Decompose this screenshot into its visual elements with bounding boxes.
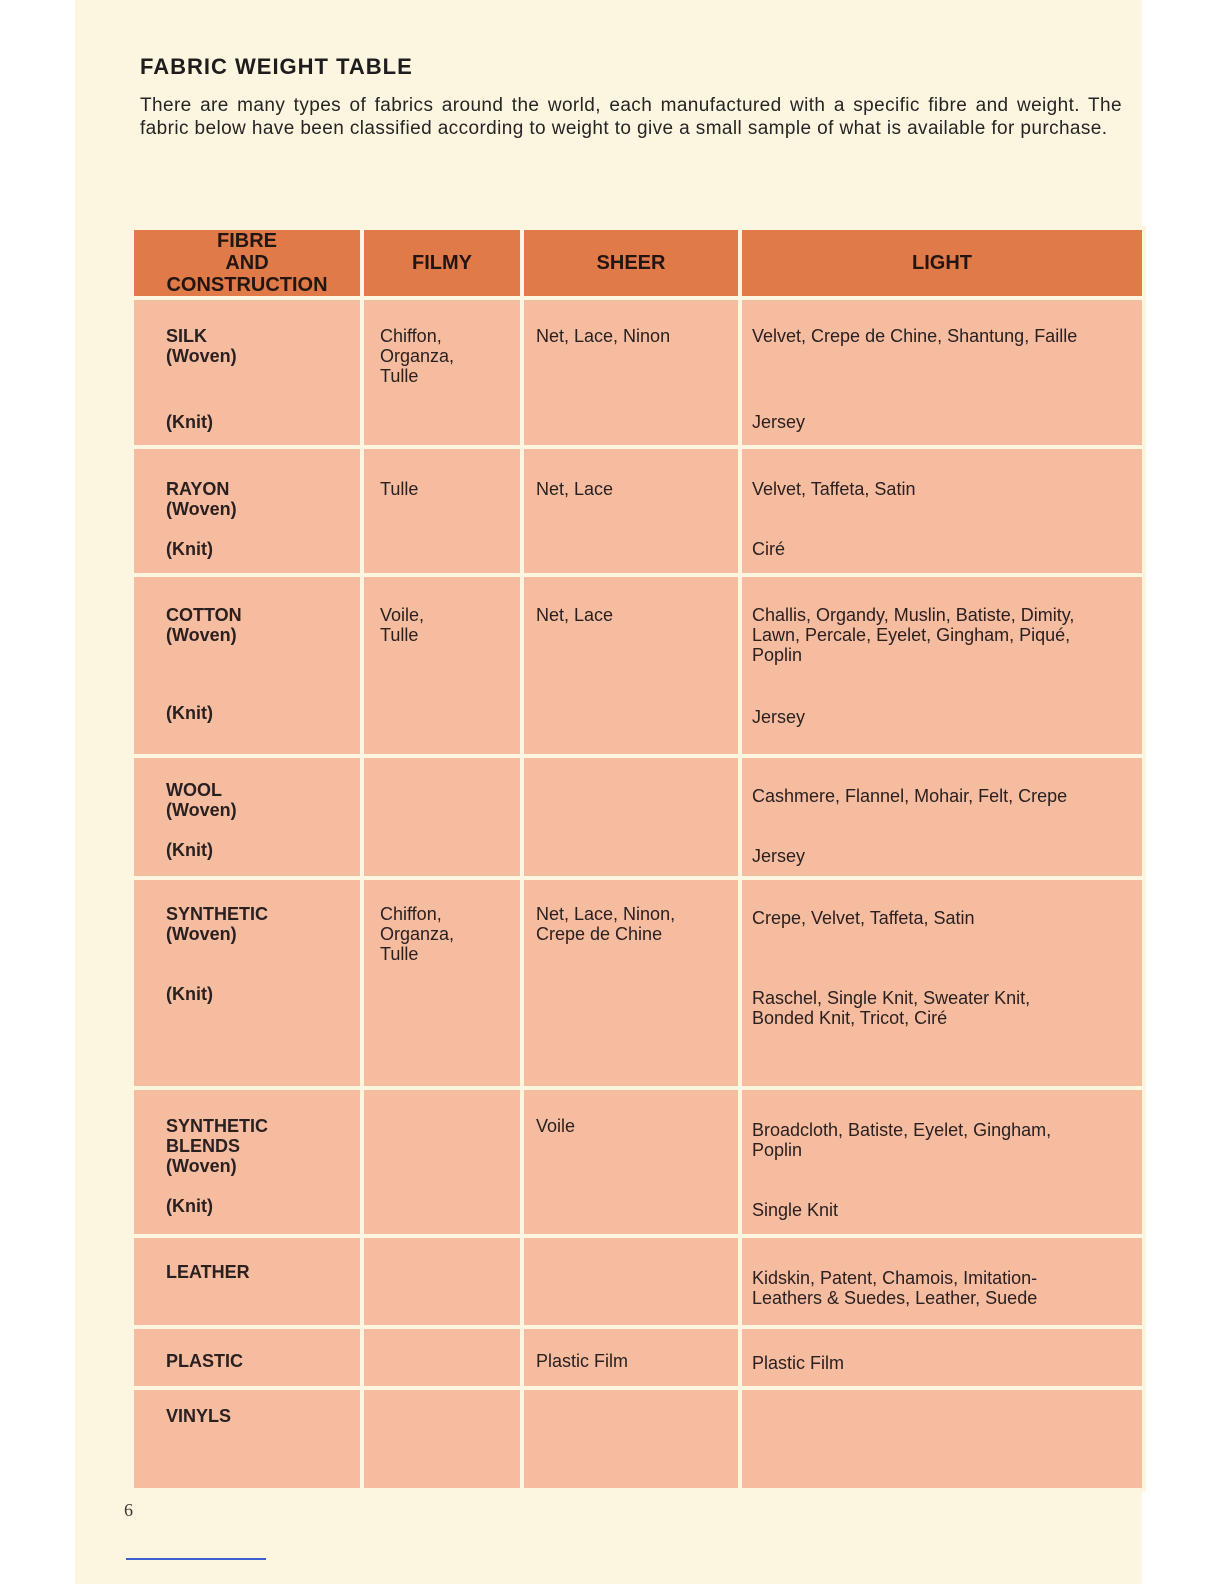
- column-header-sheer: SHEER: [522, 228, 740, 298]
- fibre-name: SYNTHETIC (Woven): [166, 904, 269, 944]
- fibre-name: SILK (Woven): [166, 326, 237, 366]
- fibre-cell: [132, 298, 362, 447]
- table-row: [132, 447, 1144, 575]
- table-header-row: [132, 228, 1144, 298]
- light-woven-fabrics: Velvet, Crepe de Chine, Shantung, Faille: [752, 326, 1078, 346]
- sheer-cell: [522, 878, 740, 1088]
- light-cell: [740, 1088, 1144, 1236]
- sheer-cell: [522, 447, 740, 575]
- filmy-cell: [362, 447, 522, 575]
- table-row: [132, 1388, 1144, 1490]
- knit-label: (Knit): [166, 412, 213, 432]
- filmy-cell: [362, 878, 522, 1088]
- filmy-cell: [362, 1236, 522, 1327]
- light-cell: [740, 298, 1144, 447]
- page-number: 6: [124, 1500, 133, 1520]
- fabric-weight-table: [130, 226, 1146, 1492]
- light-woven-fabrics: Crepe, Velvet, Taffeta, Satin: [752, 908, 975, 928]
- knit-label: (Knit): [166, 984, 213, 1004]
- sheer-fabrics: Plastic Film: [536, 1351, 629, 1371]
- fibre-name: SYNTHETIC BLENDS (Woven): [166, 1116, 269, 1176]
- table-row: [132, 1088, 1144, 1236]
- filmy-cell: [362, 298, 522, 447]
- fibre-cell: [132, 575, 362, 756]
- intro-paragraph: There are many types of fabrics around the world, each manufactured with a specific fibre and weight. The fabric below have been classified according to weight to give a small sample of what is available for purchase.: [140, 95, 1122, 139]
- table-row: [132, 1236, 1144, 1327]
- filmy-fabrics: Chiffon, Organza, Tulle: [380, 904, 455, 964]
- fibre-cell: [132, 1236, 362, 1327]
- sheer-fabrics: Net, Lace, Ninon, Crepe de Chine: [536, 904, 676, 944]
- filmy-cell: [362, 756, 522, 878]
- light-woven-fabrics: Broadcloth, Batiste, Eyelet, Gingham, Poplin: [752, 1120, 1052, 1160]
- filmy-cell: [362, 1088, 522, 1236]
- sheer-cell: [522, 298, 740, 447]
- knit-label: (Knit): [166, 1196, 213, 1216]
- sheer-cell: [522, 1327, 740, 1388]
- fibre-name: LEATHER: [166, 1262, 250, 1282]
- sheer-fabrics: Net, Lace: [536, 479, 614, 499]
- knit-label: (Knit): [166, 539, 213, 559]
- table-row: [132, 756, 1144, 878]
- filmy-cell: [362, 1388, 522, 1490]
- table-row: [132, 298, 1144, 447]
- sheer-cell: [522, 756, 740, 878]
- sheer-fabrics: Voile: [536, 1116, 576, 1136]
- table-row: [132, 575, 1144, 756]
- sheer-cell: [522, 575, 740, 756]
- filmy-fabrics: Tulle: [380, 479, 419, 499]
- sheer-cell: [522, 1236, 740, 1327]
- page-title: FABRIC WEIGHT TABLE: [140, 54, 413, 79]
- sheer-fabrics: Net, Lace, Ninon: [536, 326, 671, 346]
- filmy-fabrics: Voile, Tulle: [380, 605, 425, 645]
- filmy-fabrics: Chiffon, Organza, Tulle: [380, 326, 455, 386]
- light-woven-fabrics: Challis, Organdy, Muslin, Batiste, Dimity, Lawn, Percale, Eyelet, Gingham, Piqué, Poplin: [752, 605, 1075, 665]
- table-row: [132, 878, 1144, 1088]
- light-woven-fabrics: Cashmere, Flannel, Mohair, Felt, Crepe: [752, 786, 1068, 806]
- light-cell: [740, 1327, 1144, 1388]
- knit-label: (Knit): [166, 703, 213, 723]
- table-row: [132, 1327, 1144, 1388]
- fibre-cell: [132, 447, 362, 575]
- fibre-cell: [132, 1088, 362, 1236]
- knit-label: (Knit): [166, 840, 213, 860]
- fibre-name: RAYON (Woven): [166, 479, 237, 519]
- sheer-cell: [522, 1388, 740, 1490]
- light-woven-fabrics: Kidskin, Patent, Chamois, Imitation- Leathers & Suedes, Leather, Suede: [752, 1268, 1038, 1308]
- fibre-cell: [132, 756, 362, 878]
- light-knit-fabrics: Single Knit: [752, 1200, 839, 1220]
- light-cell: [740, 447, 1144, 575]
- fibre-cell: [132, 878, 362, 1088]
- fibre-name: WOOL (Woven): [166, 780, 237, 820]
- light-knit-fabrics: Jersey: [752, 707, 806, 727]
- fibre-name: PLASTIC: [166, 1351, 244, 1371]
- fibre-name: VINYLS: [166, 1406, 232, 1426]
- fibre-name: COTTON (Woven): [166, 605, 242, 645]
- light-cell: [740, 1388, 1144, 1490]
- light-knit-fabrics: Raschel, Single Knit, Sweater Knit, Bonded Knit, Tricot, Ciré: [752, 988, 1031, 1028]
- column-header-light: LIGHT: [740, 228, 1144, 298]
- light-knit-fabrics: Jersey: [752, 846, 806, 866]
- light-knit-fabrics: Ciré: [752, 539, 786, 559]
- filmy-cell: [362, 575, 522, 756]
- light-cell: [740, 575, 1144, 756]
- light-knit-fabrics: Jersey: [752, 412, 806, 432]
- sheer-cell: [522, 1088, 740, 1236]
- footer-rule: [126, 1558, 266, 1560]
- filmy-cell: [362, 1327, 522, 1388]
- light-woven-fabrics: Velvet, Taffeta, Satin: [752, 479, 916, 499]
- sheer-fabrics: Net, Lace: [536, 605, 614, 625]
- light-woven-fabrics: Plastic Film: [752, 1353, 845, 1373]
- light-cell: [740, 756, 1144, 878]
- fibre-cell: [132, 1388, 362, 1490]
- column-header-fibre: FIBRE AND CONSTRUCTION: [132, 228, 362, 298]
- fibre-cell: [132, 1327, 362, 1388]
- light-cell: [740, 1236, 1144, 1327]
- column-header-filmy: FILMY: [362, 228, 522, 298]
- light-cell: [740, 878, 1144, 1088]
